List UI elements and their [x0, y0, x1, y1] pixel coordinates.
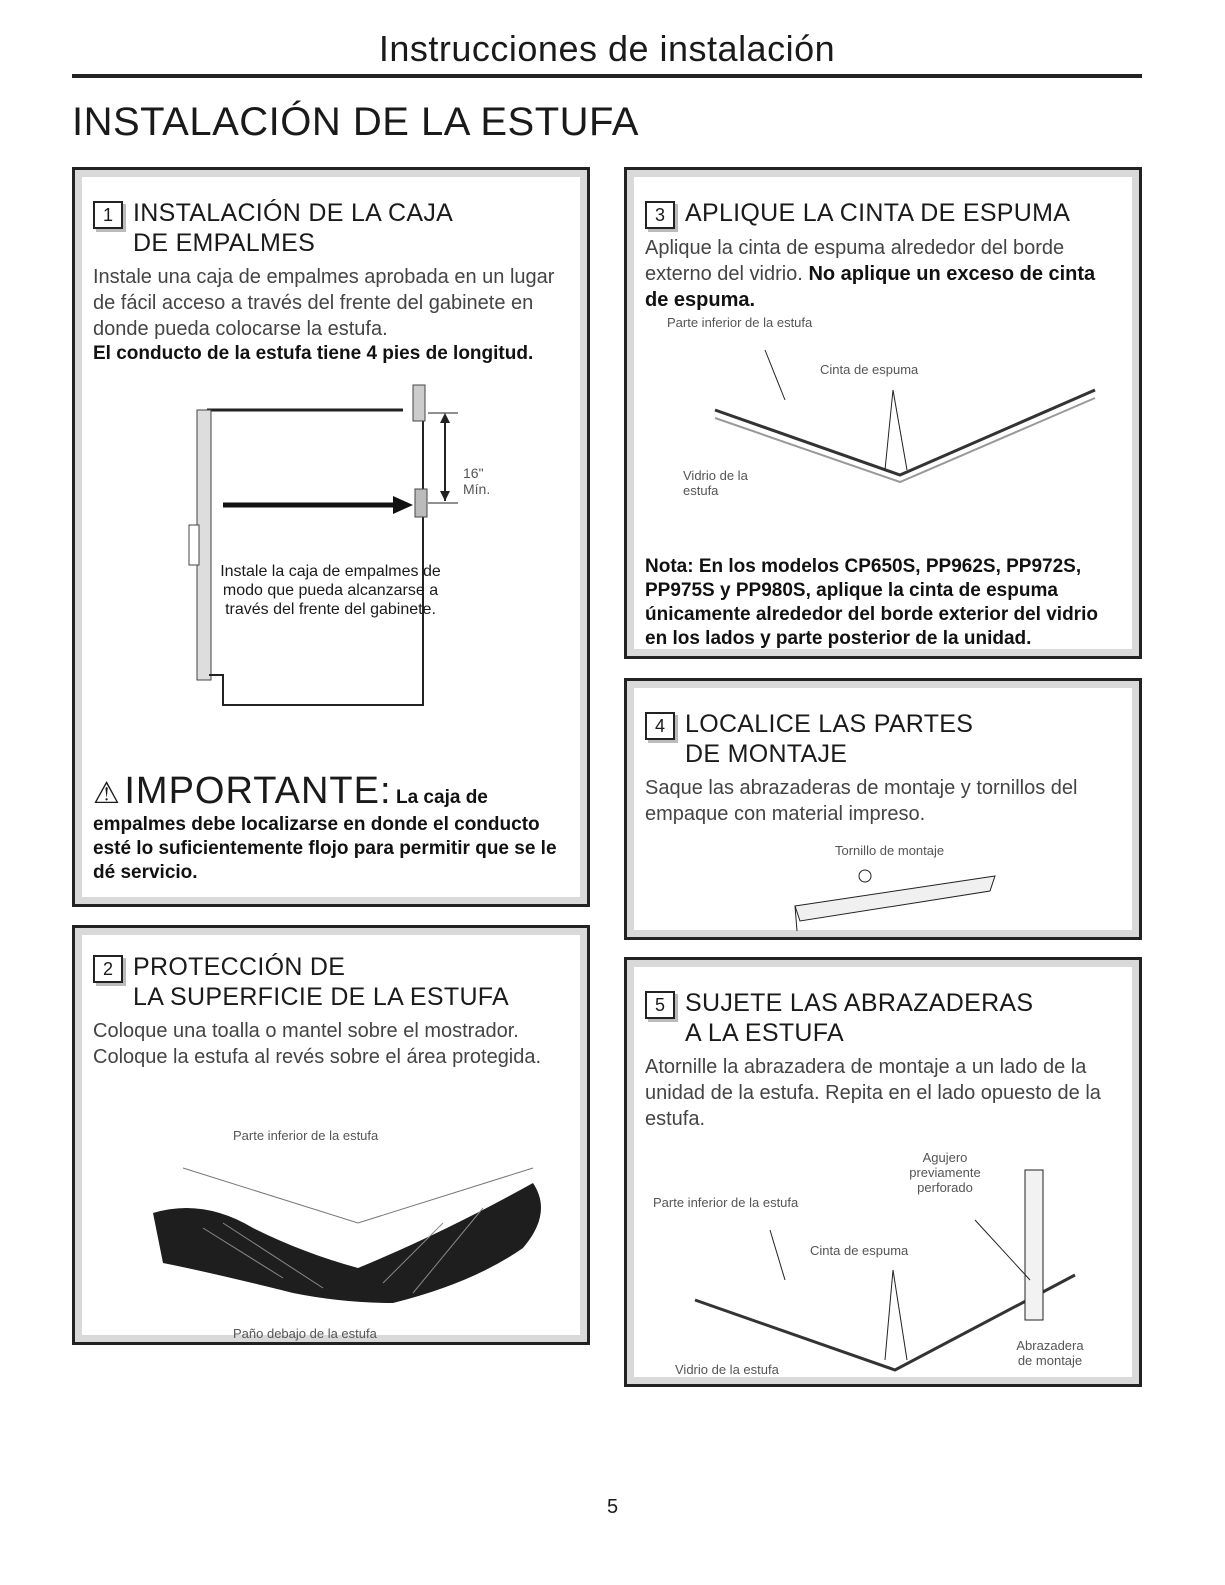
step5-panel — [624, 957, 1142, 1387]
warning-icon: ⚠ — [93, 777, 120, 810]
step3-note: Nota: En los modelos CP650S, PP962S, PP972S, PP975S y PP980S, aplique la cinta de espuma únicamente alrededor del borde exterior del vidrio en los lados y parte posterior de la unidad. — [645, 556, 1098, 649]
step1-panel — [72, 167, 590, 907]
page-header: Instrucciones de instalación — [378, 28, 836, 69]
step2-panel — [72, 925, 590, 1345]
step4-number: 4 — [645, 712, 675, 740]
section-title: INSTALACIÓN DE LA ESTUFA — [72, 100, 639, 144]
step3-label-glass: Vidrio de la estufa — [683, 468, 748, 498]
step1-important-label: IMPORTANTE: — [124, 770, 392, 812]
step4-label-screw: Tornillo de montaje — [835, 843, 945, 858]
step3-label-bottom: Parte inferior de la estufa — [667, 315, 813, 330]
step3-title: APLIQUE LA CINTA DE ESPUMA — [685, 199, 1071, 227]
step5-title: SUJETE LAS ABRAZADERAS A LA ESTUFA — [685, 989, 1034, 1047]
step1-title: INSTALACIÓN DE LA CAJA DE EMPALMES — [133, 199, 454, 257]
page-number: 5 — [606, 1496, 619, 1518]
step3-body: Aplique la cinta de espuma alrededor del borde externo del vidrio. — [645, 237, 1065, 285]
step5-label-tape: Cinta de espuma — [810, 1243, 909, 1258]
step5-label-bottom: Parte inferior de la estufa — [653, 1195, 799, 1210]
step1-bold-note: El conducto de la estufa tiene 4 pies de longitud. — [93, 343, 534, 364]
step1-dim-value: 16" — [463, 465, 484, 481]
step1-important-text: La caja de empalmes debe localizarse en donde el conducto esté lo suficientemente flojo para permitir que se le dé servicio. — [93, 787, 557, 883]
mounting-parts-diagram — [785, 866, 1005, 936]
step1-number: 1 — [93, 201, 123, 229]
step5-label-hole: Agujero previamente perforado — [909, 1150, 981, 1195]
step1-callout: Instale la caja de empalmes de modo que pueda alcanzarse a través del frente del gabinete. — [220, 563, 441, 618]
header-rule — [72, 74, 1142, 78]
step2-label-top: Parte inferior de la estufa — [233, 1128, 379, 1143]
step5-body: Atornille la abrazadera de montaje a un lado de la unidad de la estufa. Repita en el lado opuesto de la estufa. — [645, 1056, 1101, 1130]
step5-label-bracket: Abrazadera de montaje — [1016, 1338, 1084, 1368]
step4-body: Saque las abrazaderas de montaje y tornillos del empaque con material impreso. — [645, 777, 1078, 825]
step5-number: 5 — [645, 991, 675, 1019]
step3-label-tape: Cinta de espuma — [820, 362, 919, 377]
towel-diagram — [143, 1153, 563, 1303]
step3-number: 3 — [645, 201, 675, 229]
step4-title: LOCALICE LAS PARTES DE MONTAJE — [685, 710, 974, 768]
step5-label-glass: Vidrio de la estufa — [675, 1362, 779, 1377]
step1-body: Instale una caja de empalmes aprobada en un lugar de fácil acceso a través del frente del gabinete en donde pueda colocarse la estufa. — [93, 266, 555, 340]
step4-panel — [624, 678, 1142, 940]
step2-number: 2 — [93, 955, 123, 983]
step1-dim-label: Mín. — [463, 481, 491, 497]
step2-body: Coloque una toalla o mantel sobre el mostrador. Coloque la estufa al revés sobre el área protegida. — [93, 1020, 542, 1068]
step3-body-bold: No aplique un exceso de cinta de espuma. — [645, 263, 1096, 311]
step2-title: PROTECCIÓN DE LA SUPERFICIE DE LA ESTUFA — [133, 953, 509, 1011]
screw-icon — [859, 870, 871, 882]
step3-panel — [624, 167, 1142, 659]
step2-label-bottom: Paño debajo de la estufa — [233, 1326, 377, 1341]
cabinet-diagram — [183, 375, 483, 705]
